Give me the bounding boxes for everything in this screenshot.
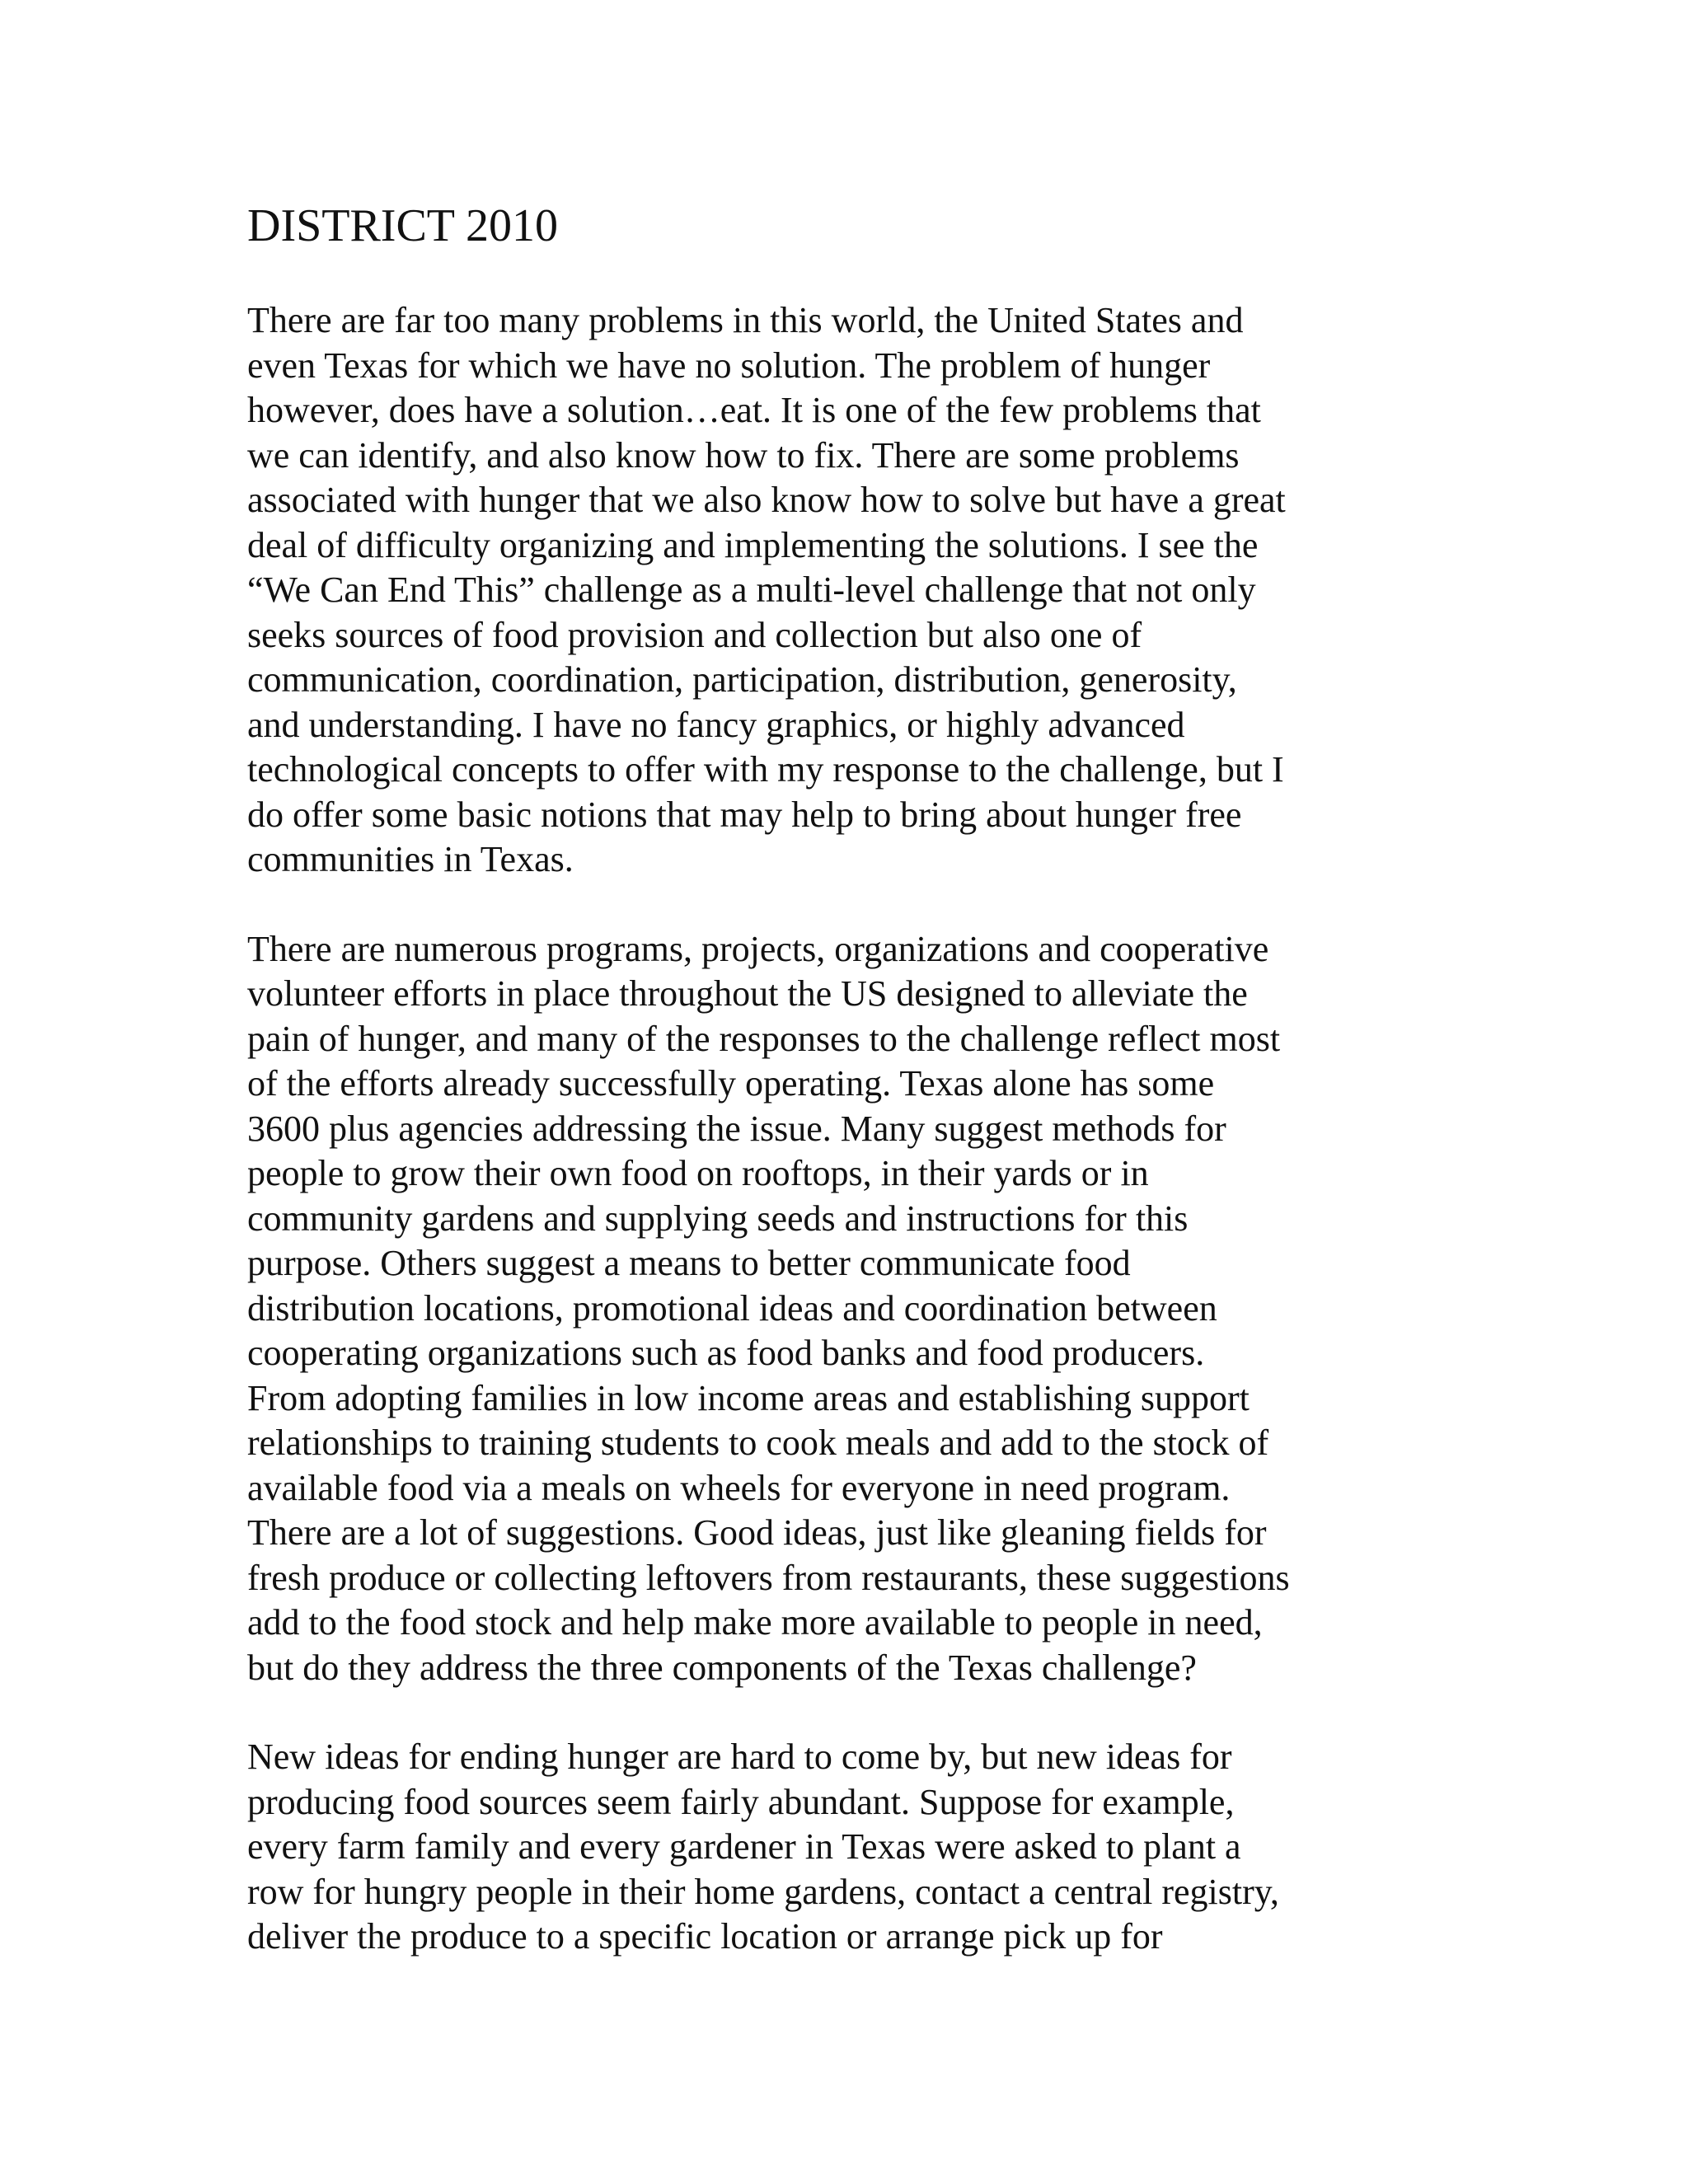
text-line: communication, coordination, participation, distribution, generosity, (247, 659, 1237, 700)
text-line: cooperating organizations such as food banks and food producers. (247, 1333, 1205, 1373)
text-line: but do they address the three components of the Texas challenge? (247, 1647, 1197, 1688)
text-line: New ideas for ending hunger are hard to come by, but new ideas for (247, 1736, 1232, 1777)
text-line: There are a lot of suggestions. Good ideas, just like gleaning fields for (247, 1512, 1267, 1553)
text-line: relationships to training students to cook meals and add to the stock of (247, 1422, 1269, 1463)
text-line: volunteer efforts in place throughout the US designed to alleviate the (247, 973, 1248, 1014)
text-line: available food via a meals on wheels for everyone in need program. (247, 1467, 1231, 1508)
text-line: do offer some basic notions that may help to bring about hunger free (247, 794, 1242, 835)
text-line: seeks sources of food provision and collection but also one of (247, 614, 1142, 655)
text-line: distribution locations, promotional ideas and coordination between (247, 1287, 1217, 1329)
text-line: pain of hunger, and many of the responses to the challenge reflect most (247, 1018, 1281, 1059)
text-line: of the efforts already successfully operating. Texas alone has some (247, 1063, 1215, 1104)
text-line: every farm family and every gardener in Texas were asked to plant a (247, 1826, 1241, 1867)
paragraph-3 (247, 1735, 1451, 1960)
text-line: “We Can End This” challenge as a multi-level challenge that not only (247, 569, 1256, 610)
text-line: fresh produce or collecting leftovers from restaurants, these suggestions (247, 1557, 1290, 1598)
text-line: technological concepts to offer with my response to the challenge, but I (247, 749, 1284, 790)
text-line: purpose. Others suggest a means to better communicate food (247, 1243, 1131, 1283)
paragraph-2 (247, 927, 1451, 1691)
text-line: deal of difficulty organizing and implementing the solutions. I see the (247, 524, 1259, 565)
text-line: associated with hunger that we also know how to solve but have a great (247, 480, 1286, 520)
text-line: There are numerous programs, projects, organizations and cooperative (247, 928, 1269, 969)
text-line: however, does have a solution…eat. It is one of the few problems that (247, 390, 1261, 430)
text-line: deliver the produce to a specific location or arrange pick up for (247, 1916, 1163, 1957)
text-line: communities in Texas. (247, 839, 574, 879)
text-line: From adopting families in low income areas and establishing support (247, 1377, 1250, 1418)
text-line: add to the food stock and help make more available to people in need, (247, 1602, 1263, 1643)
text-line: There are far too many problems in this world, the United States and (247, 300, 1244, 340)
text-line: 3600 plus agencies addressing the issue. Many suggest methods for (247, 1108, 1226, 1149)
text-line: even Texas for which we have no solution. The problem of hunger (247, 344, 1211, 386)
document-title: DISTRICT 2010 (247, 200, 558, 251)
document-body (247, 196, 1451, 2004)
text-line: people to grow their own food on rooftops, in their yards or in (247, 1153, 1149, 1193)
text-line: and understanding. I have no fancy graphics, or highly advanced (247, 704, 1185, 745)
text-line: community gardens and supplying seeds and instructions for this (247, 1197, 1189, 1239)
text-line: we can identify, and also know how to fix. There are some problems (247, 434, 1240, 476)
text-line: producing food sources seem fairly abundant. Suppose for example, (247, 1781, 1235, 1822)
text-line: row for hungry people in their home gardens, contact a central registry, (247, 1871, 1279, 1912)
paragraph-1 (247, 298, 1451, 883)
